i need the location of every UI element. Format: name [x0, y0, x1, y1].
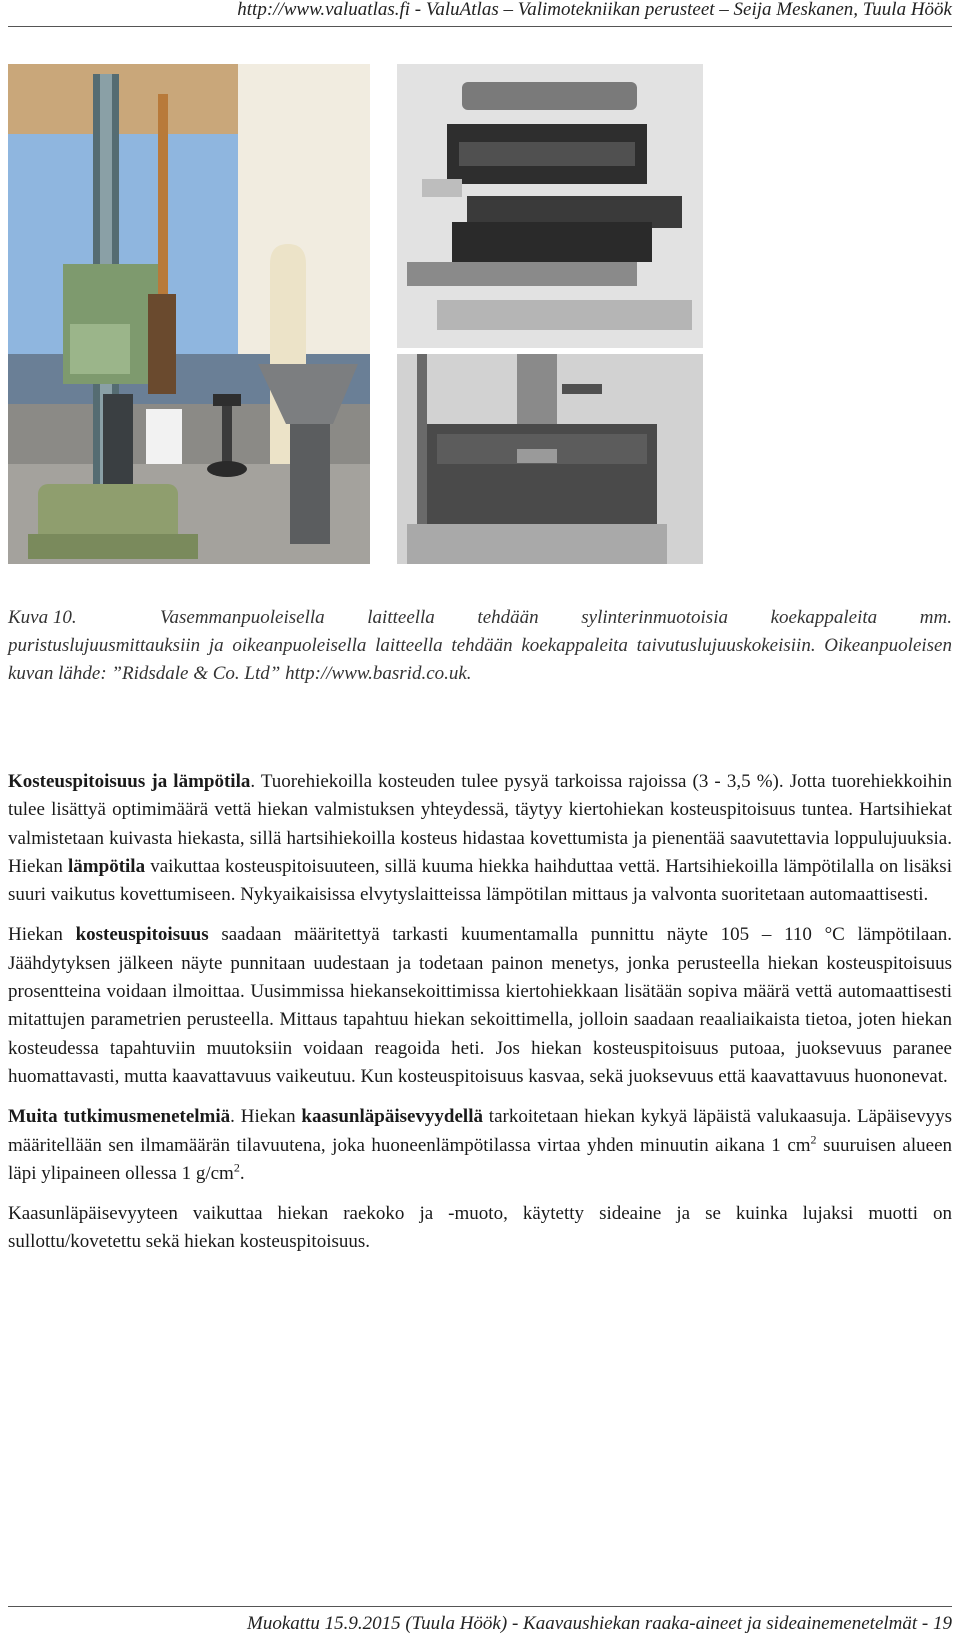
- paragraph-permeability-factors: [8, 1200, 952, 1257]
- photo-bending-machine: [397, 354, 703, 564]
- paragraph-text: suuruisen alueen läpi ylipaineen ollessa 1 g/cm: [8, 1134, 953, 1184]
- figure-caption-text: Vasemmanpuoleisella laitteella tehdään sylinterinmuotoisia koekappaleita mm. puristuslujuusmittauksiin ja oikeanpuoleisella laitteella tehdään koekappaleita taivutuslujuuskokeisiin. Oikeanpuoleisen kuvan lähde: ”Ridsdale & Co. Ltd” http://www.basrid.co.uk.: [8, 607, 952, 684]
- header-text: http://www.valuatlas.fi - ValuAtlas – Valimotekniikan perusteet – Seija Meskanen, Tuula Höök: [237, 0, 952, 20]
- page-footer: [8, 1606, 952, 1641]
- paragraph-text: Kaasunläpäisevyyteen vaikuttaa hiekan raekoko ja -muoto, käytetty sideaine ja se kuinka lujaksi muotti on sullottu/kovetettu sekä hiekan kosteuspitoisuus.: [8, 1203, 952, 1253]
- figure-label: Kuva 10.: [8, 607, 77, 628]
- term-gas-permeability: kaasunläpäisevyydellä: [301, 1106, 483, 1128]
- paragraph-text: . Hiekan: [230, 1106, 302, 1128]
- term-temperature: lämpötila: [68, 855, 146, 877]
- figure-caption: [8, 604, 952, 688]
- term-moisture-content: kosteuspitoisuus: [75, 924, 209, 946]
- footer-text: Muokattu 15.9.2015 (Tuula Höök) - Kaavaushiekan raaka-aineet ja sideainemenetelmät - 19: [247, 1613, 952, 1634]
- photo-specimen-molds: [397, 64, 703, 348]
- section-heading-moisture: Kosteuspitoisuus ja lämpötila: [8, 771, 251, 792]
- section-heading-other-methods: Muita tutkimusmenetelmiä: [8, 1106, 231, 1128]
- photo-rammer-apparatus: [8, 64, 370, 564]
- paragraph-moisture-temperature: [8, 768, 952, 909]
- paragraph-other-methods: [8, 1103, 952, 1188]
- superscript: 2: [233, 1160, 240, 1175]
- paragraph-text: tarkoitetaan hiekan kykyä läpäistä valukaasuja. Läpäisevyys määritellään sen ilmamäärän tilavuutena, joka huoneenlämpötilassa virtaa yhden minuutin aikana 1 cm: [8, 1106, 952, 1156]
- body-text: [8, 768, 952, 1269]
- page-header: [8, 0, 952, 27]
- paragraph-text: . Tuorehiekoilla kosteuden tulee pysyä tarkoissa rajoissa (3 - 3,5 %). Jotta tuorehiekkoihin tulee lisättyä optimimäärä vettä hiekan valmistuksen yhteydessä, täytyy kiertohiekan kosteuspitoisuus tuntea. Hartsihiekat valmistetaan kuivasta hiekasta, sillä hartsihiekoilla kosteus hidastaa kovettumista ja pienentää saavutettavia loppulujuuksia. Hiekan: [8, 771, 952, 877]
- figure-photos: [8, 64, 708, 564]
- paragraph-text: vaikuttaa kosteuspitoisuuteen, sillä kuuma hiekka haihduttaa vettä. Hartsihiekoilla lämpötilalla on lisäksi suuri vaikutus kovettumiseen. Nykyaikaisissa elvytyslaitteissa lämpötilan mittaus ja valvonta suoritetaan automaattisesti.: [8, 855, 952, 906]
- paragraph-text: Hiekan: [8, 924, 76, 946]
- paragraph-moisture-measurement: [8, 921, 952, 1091]
- paragraph-text: saadaan määritettyä tarkasti kuumentamalla punnittu näyte 105 – 110 °C lämpötilaan. Jäähdytyksen jälkeen näyte punnitaan uudestaan ja todetaan painon menetys, jonka perusteella hiekan kosteuspitoisuus prosentteina voidaan ilmoittaa. Uusimmissa hiekansekoittimissa kiertohiekkaan lisätään sopiva määrä vettä automaattisesti mitattujen parametrien perusteella. Mittaus tapahtuu hiekan sekoittimella, jolloin saadaan reaaliaikaista tietoa, joten hiekan kosteudessa tapahtuviin muutoksiin voidaan reagoida heti. Jos hiekan kosteuspitoisuus putoaa, juoksevuus paranee huomattavasti, mutta kaavattavuus vaikeutuu. Kun kosteuspitoisuus kasvaa, sekä juoksevuus että kaavattavuus huononevat.: [8, 924, 952, 1087]
- paragraph-text: .: [239, 1162, 245, 1184]
- superscript: 2: [810, 1132, 817, 1147]
